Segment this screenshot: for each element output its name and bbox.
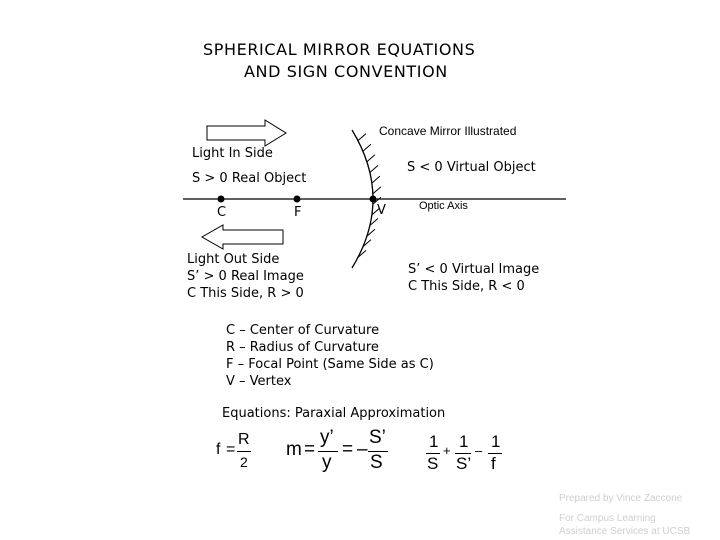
eq3-numerator-2: 1 xyxy=(459,432,469,451)
credit-line2: Assistance Services at UCSB xyxy=(559,526,691,537)
eq3-numerator-1: 1 xyxy=(429,432,439,451)
point-c-dot xyxy=(218,196,225,203)
light-out-label: Light Out Side xyxy=(187,252,280,267)
eq2-equals-2: = xyxy=(342,439,354,460)
point-v-dot xyxy=(370,196,377,203)
mirror-hatch-mark xyxy=(363,144,371,151)
point-f-label: F xyxy=(294,205,302,220)
mirror-hatch-mark xyxy=(358,134,366,141)
eq1-equals: = xyxy=(226,441,236,458)
legend-radius-of-curvature: R – Radius of Curvature xyxy=(226,340,379,355)
credit-line1: For Campus Learning xyxy=(559,513,656,524)
light-in-label: Light In Side xyxy=(192,146,273,161)
optic-axis-label: Optic Axis xyxy=(419,200,468,212)
virtual-object-label: S < 0 Virtual Object xyxy=(407,160,536,175)
point-v-label: V xyxy=(377,203,386,218)
light-out-arrow-icon xyxy=(202,225,283,249)
eq1-numerator: R xyxy=(238,431,250,448)
eq1-lhs: f xyxy=(216,441,221,458)
mirror-hatch-mark xyxy=(373,187,381,194)
real-object-label: S > 0 Real Object xyxy=(192,171,307,186)
point-f-dot xyxy=(294,196,301,203)
eq2-denominator-2: S xyxy=(370,452,383,473)
eq2-numerator-2: S’ xyxy=(369,427,386,448)
eq3-denominator-2: S’ xyxy=(456,454,472,473)
light-in-arrow-icon xyxy=(207,120,286,146)
legend-center-of-curvature: C – Center of Curvature xyxy=(226,323,380,338)
virtual-image-label: S’ < 0 Virtual Image xyxy=(408,262,540,277)
eq1-fraction-bar xyxy=(237,451,251,452)
legend-vertex: V – Vertex xyxy=(226,374,292,389)
c-this-side-negative-label: C This Side, R < 0 xyxy=(408,279,525,294)
mirror-hatching xyxy=(358,134,381,258)
eq3-equals: – xyxy=(475,443,483,458)
eq1-denominator: 2 xyxy=(240,454,248,470)
eq3-denominator-1: S xyxy=(427,454,439,473)
page-title-line2: AND SIGN CONVENTION xyxy=(244,62,448,81)
credit-prepared-by: Prepared by Vince Zaccone xyxy=(559,493,683,504)
mirror-hatch-mark xyxy=(372,176,380,183)
c-this-side-positive-label: C This Side, R > 0 xyxy=(187,286,304,301)
eq2-numerator-1: y’ xyxy=(320,427,334,448)
mirror-caption: Concave Mirror Illustrated xyxy=(379,124,517,138)
mirror-hatch-mark xyxy=(367,155,375,162)
eq2-denominator-1: y xyxy=(322,452,332,473)
eq2-minus: – xyxy=(357,439,368,460)
eq3-denominator-3: f xyxy=(491,454,496,473)
eq2-equals-1: = xyxy=(304,439,316,460)
legend-focal-point: F – Focal Point (Same Side as C) xyxy=(226,357,434,372)
eq3-plus: + xyxy=(443,443,451,458)
eq2-lhs: m xyxy=(286,439,302,460)
page-title-line1: SPHERICAL MIRROR EQUATIONS xyxy=(203,40,476,59)
real-image-label: S’ > 0 Real Image xyxy=(187,269,304,284)
eq3-numerator-3: 1 xyxy=(491,432,501,451)
point-c-label: C xyxy=(217,205,227,220)
equations-heading: Equations: Paraxial Approximation xyxy=(222,406,446,421)
mirror-hatch-mark xyxy=(370,166,378,173)
